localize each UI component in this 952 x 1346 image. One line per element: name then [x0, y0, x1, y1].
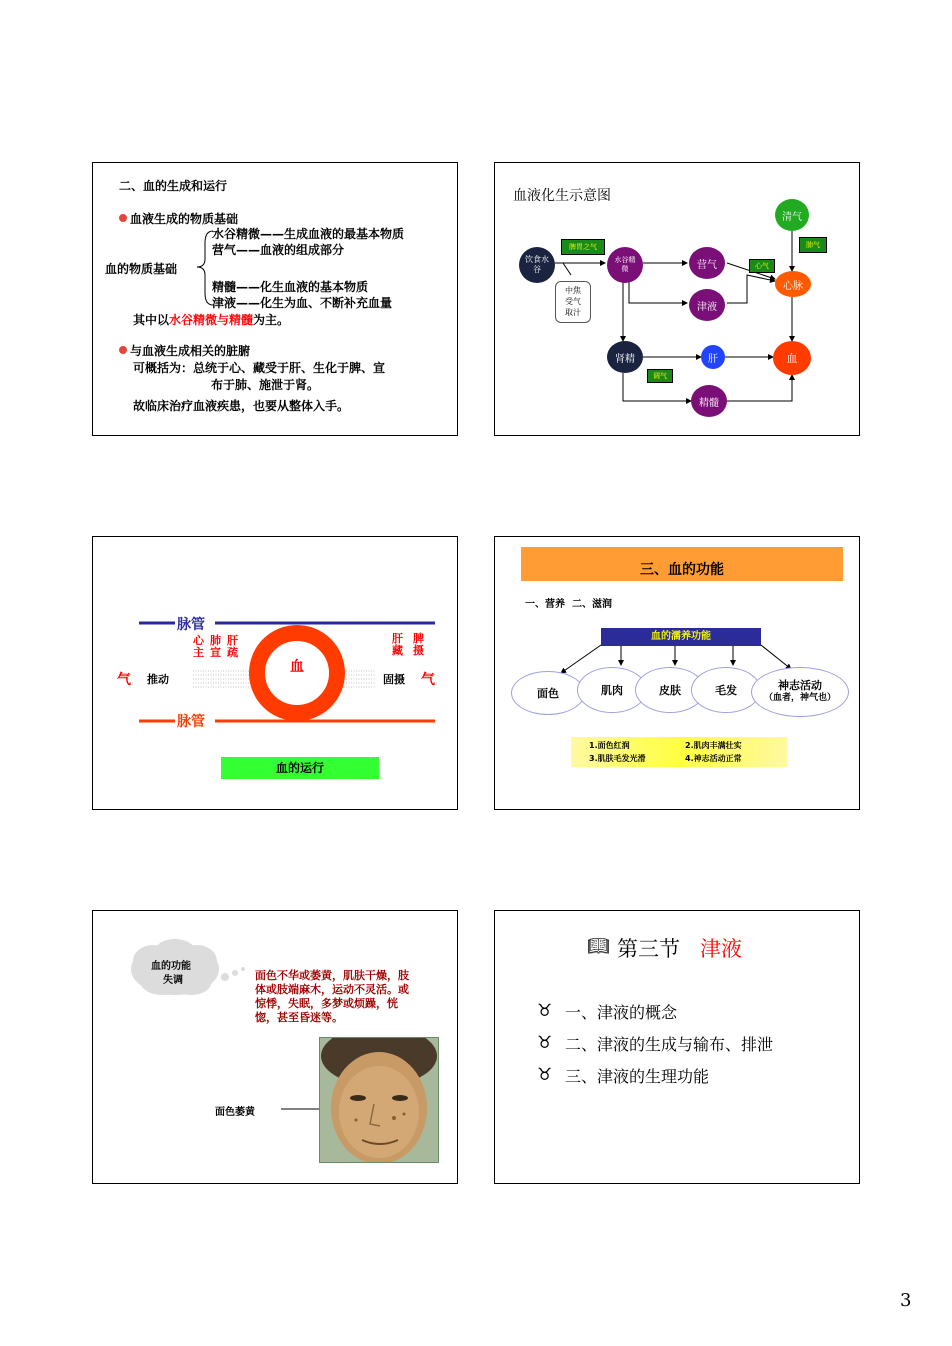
summary-line — [133, 311, 289, 328]
section-item-2: 二、津液的生成与输布、排泄 — [565, 1035, 774, 1054]
page-number: 3 — [900, 1290, 912, 1311]
push-label: 推动 — [147, 673, 169, 686]
slide4-subtitle: 一、营养 二、滋润 — [525, 599, 612, 610]
organ-left-1a: 心 — [193, 634, 204, 647]
slide-blood-generation — [92, 162, 458, 436]
section-title-pre: 第三节 — [617, 937, 680, 961]
organ-right-1b: 藏 — [392, 644, 403, 657]
qi-right: 气 — [421, 672, 435, 688]
basis-line2: 营气——血液的组成部分 — [212, 243, 345, 257]
organ-right-2b: 摄 — [413, 644, 424, 657]
summary-highlight: 水谷精微与精髓 — [169, 313, 254, 327]
node-xue: 血 — [773, 341, 811, 375]
function-hair: 毛发 — [691, 667, 761, 713]
symptom-line2: 体或肢端麻木，运动不灵活。或 — [255, 983, 409, 996]
organ-right-2a: 脾 — [413, 632, 424, 645]
circulation-caption: 血的运行 — [221, 757, 379, 779]
para1: 可概括为：总统于心、藏受于肝、生化于脾、宣 — [133, 361, 386, 375]
symptom-line1: 面色不华或萎黄，肌肤干燥，肢 — [255, 969, 409, 982]
node-jingsui: 精髓 — [691, 385, 727, 417]
cloud-line2: 失调 — [163, 975, 183, 986]
function-mind-main: 神志活动 — [778, 679, 822, 692]
organ-left-3a: 肝 — [227, 634, 238, 647]
section-item-1: 一、津液的概念 — [565, 1003, 678, 1022]
basis-line1: 水谷精微——生成血液的最基本物质 — [212, 227, 405, 241]
function-mind — [751, 667, 849, 717]
summary-pre: 其中以 — [133, 313, 170, 327]
node-xinqi: 心气 — [749, 259, 775, 273]
cloud-line1: 血的功能 — [151, 961, 191, 972]
nourish-header: 血的濡养功能 — [601, 628, 761, 646]
node-shenjing: 肾精 — [607, 341, 643, 373]
diagram-arrows — [495, 163, 860, 436]
function-face: 面色 — [511, 671, 585, 715]
taurus-icon: ♉︎ — [537, 1001, 553, 1021]
organ-left-1b: 主 — [193, 646, 204, 659]
symptom-line4: 惚，甚至昏迷等。 — [255, 1011, 343, 1024]
node-xinmai: 心脉 — [775, 271, 811, 297]
function-muscle: 肌肉 — [577, 667, 647, 713]
organ-right-1a: 肝 — [392, 632, 403, 645]
vessel-top-label: 脉管 — [177, 617, 205, 633]
vessel-bottom-label: 脉管 — [177, 714, 205, 730]
function-skin: 皮肤 — [635, 667, 705, 713]
node-yinshi: 饮食水谷 — [519, 247, 555, 283]
section-title — [617, 933, 742, 963]
node-yingqi: 营气 — [689, 247, 725, 279]
sallow-face-photo — [319, 1037, 439, 1163]
node-gan: 肝 — [701, 345, 725, 369]
brace-label: 血的物质基础 — [105, 262, 178, 276]
function-summary-box — [571, 737, 787, 767]
node-piwei: 脾胃之气 — [561, 239, 605, 255]
node-qingqi: 清气 — [775, 199, 809, 231]
summary-item-4: 4.神志活动正常 — [685, 754, 742, 763]
section-item-3: 三、津液的生理功能 — [565, 1067, 710, 1086]
organ-left-3b: 疏 — [227, 646, 238, 659]
node-feiqi: 肺气 — [799, 237, 827, 253]
organ-left-2a: 肺 — [210, 634, 221, 647]
basis-line3: 精髓——化生血液的基本物质 — [212, 280, 369, 294]
qi-left: 气 — [117, 672, 131, 688]
photo-caption: 面色萎黄 — [215, 1107, 255, 1118]
blood-center-label: 血 — [290, 659, 304, 675]
taurus-icon: ♉︎ — [537, 1033, 553, 1053]
bullet1-text: 血液生成的物质基础 — [130, 212, 239, 226]
function-mind-sub: （血者，神气也） — [763, 693, 836, 703]
node-shuigu: 水谷精微 — [607, 247, 643, 283]
slide-blood-function — [494, 536, 860, 810]
para3: 故临床治疗血液疾患，也要从整体入手。 — [133, 399, 350, 413]
node-tiaoqi: 调气 — [647, 369, 673, 383]
slide4-title-bar: 三、血的功能 — [521, 547, 843, 581]
hold-label: 固摄 — [383, 673, 405, 686]
face-illustration — [320, 1038, 438, 1162]
summary-item-2: 2.肌肉丰满壮实 — [685, 741, 742, 750]
basis-line4: 津液——化生为血、不断补充血量 — [212, 296, 393, 310]
node-zhongjiao: 中焦受气取汁 — [555, 281, 591, 323]
slide-blood-circulation — [92, 536, 458, 810]
taurus-icon: ♉︎ — [537, 1065, 553, 1085]
summary-post: 为主。 — [253, 313, 290, 327]
book-icon: 📖︎ — [587, 936, 610, 957]
bullet-dot — [119, 346, 127, 354]
symptom-line3: 惊悸，失眠，多梦或烦躁，恍 — [255, 997, 398, 1010]
bullet2-text: 与血液生成相关的脏腑 — [130, 344, 251, 358]
para2: 布于肺、施泄于肾。 — [211, 378, 320, 392]
slide1-title: 二、血的生成和运行 — [119, 179, 228, 193]
slide-blood-diagram — [494, 162, 860, 436]
blood-ring — [249, 625, 345, 721]
slide-section-three — [494, 910, 860, 1184]
summary-item-3: 3.肌肤毛发光滑 — [589, 754, 646, 763]
summary-item-1: 1.面色红润 — [589, 741, 630, 750]
organ-left-2b: 宣 — [210, 646, 221, 659]
node-jinye: 津液 — [689, 289, 725, 321]
slide2-title: 血液化生示意图 — [513, 188, 611, 204]
section-title-red: 津液 — [700, 937, 743, 961]
slide-blood-dysfunction — [92, 910, 458, 1184]
